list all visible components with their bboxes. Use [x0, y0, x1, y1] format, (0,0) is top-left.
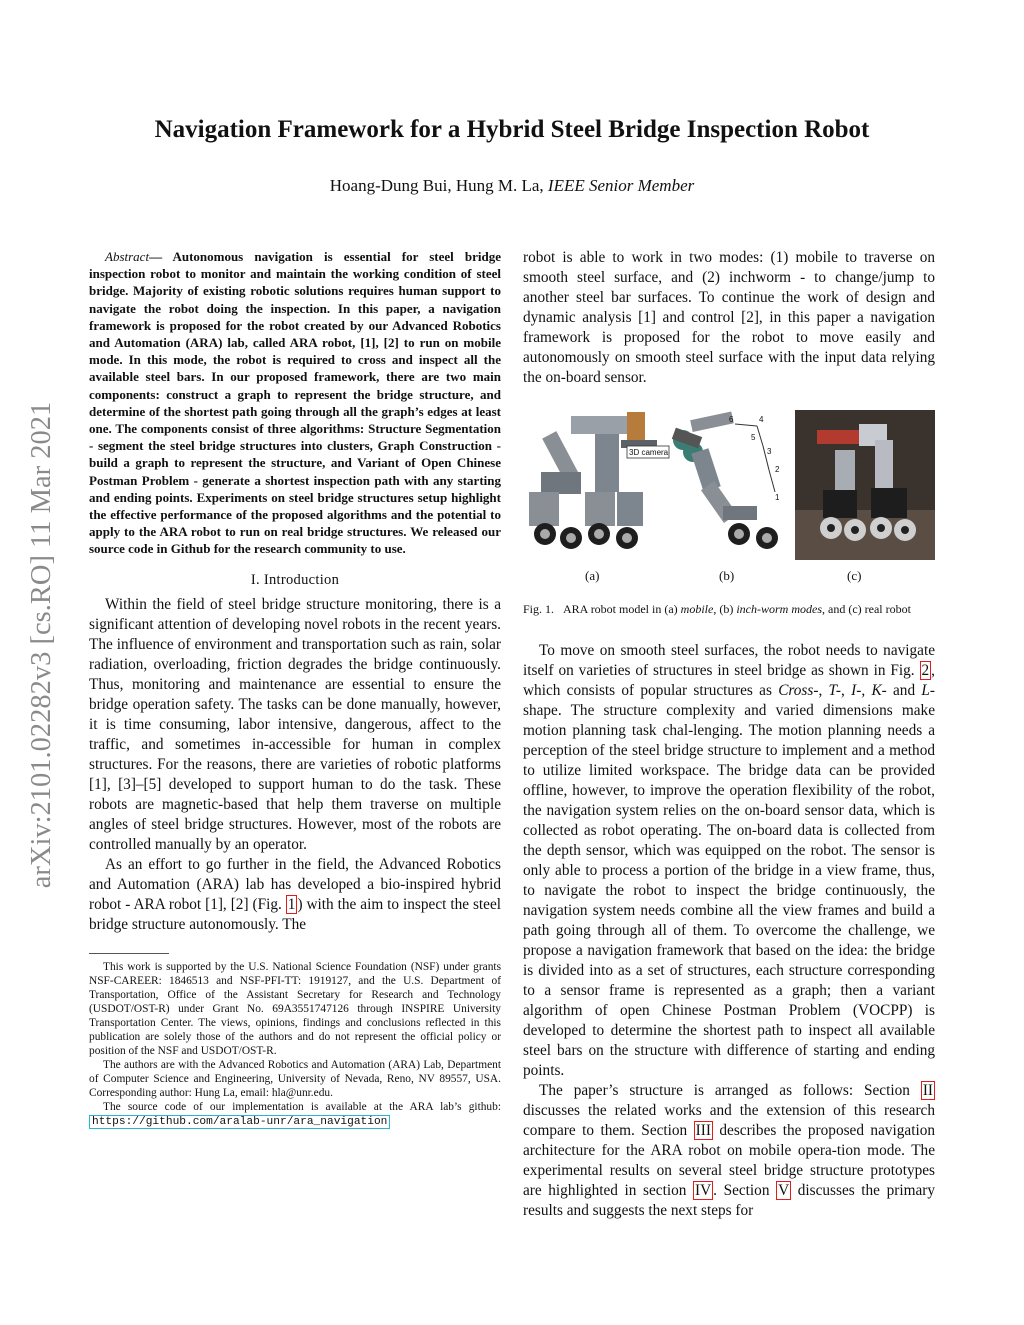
abstract-text: — Autonomous navigation is essential for steel bridge inspection robot to monitor and maintain the working condition of steel bridge. Majority of existing robotic solutions requires human support to navigate the robot doing the inspection. In this paper, a navigation framework is proposed for the robot created by our Advanced Robotics and Automation (ARA) lab, called ARA robot, [1], [2] to run on mobile mode. In this mode, the robot is required to cross and inspect all the available steel bars. In our proposed framework, there are two main components: construct a graph to represent the bridge structure, and determine of the shortest path going through all the graph’s edges at least one. The components consist of three algorithms: Structure Segmentation - segment the steel bridge structures into clusters, Graph Construction - build a graph to represent the structure, and Variant of Open Chinese Postman Problem - generate a shortest inspection path with any starting and ending points. Experiments on steel bridge structures setup highlight the effective performance of the proposed algorithms and the potential to apply to the ARA robot to run on real bridge structures. We released our source code in Github for the research community to use.: [89, 249, 501, 557]
footnote-affiliation: The authors are with the Advanced Robotics and Automation (ARA) Lab, Department of Computer Science and Engineering, University of Nevada, Reno, NV 89557, USA. Corresponding author: Hung La, email: hla@unr.edu.: [89, 1058, 501, 1099]
author-names: Hoang-Dung Bui, Hung M. La,: [329, 176, 544, 195]
caption-mode-mobile: mobile: [680, 602, 714, 616]
arxiv-id: arXiv:2101.02282v3 [cs.RO] 11 Mar 2021: [26, 401, 57, 889]
joint-1-label: 1: [775, 493, 780, 502]
right-paragraph-3: [523, 1081, 935, 1221]
figure-1-caption: [523, 602, 935, 617]
intro-paragraph-1: Within the field of steel bridge structure monitoring, there is a significant attention of developing novel robots in the recent years. The influence of environment and transportation such as rain, solar radiation, overloading, friction degrades the bridge continuously. Thus, monitoring and maintenance are essential to ensure the bridge operation safety. The tasks can be done manually, however, it is time consuming, labor intensive, dangerous, affect to the traffic, and sometimes in-accessible for human in complex structures. For the reasons, there are varieties of robotic platforms [1], [3]–[5] developed to support human to do the task. These robots are magnetic-based that help them traverse on multiple angles of steel bridge structures. However, most of the robots are controlled manually by an operator.: [89, 595, 501, 853]
fig-2-link[interactable]: 2: [921, 662, 930, 679]
joint-2-label: 2: [775, 465, 780, 474]
fig-1-link[interactable]: 1: [287, 895, 296, 913]
joint-4-label: 4: [759, 415, 764, 424]
figure-1a-mobile-robot: [523, 410, 669, 560]
abstract-label: Abstract: [105, 249, 150, 264]
footnote-source-prefix: The source code of our implementation is available at the ARA lab’s github:: [103, 1100, 501, 1113]
right-paragraph-1: robot is able to work in two modes: (1) mobile to traverse on smooth steel surface, and (2) inchworm - to change/jump to another steel bar surfaces. To continue the work of design and dynamic analysis [1] and control [2], in this paper a navigation framework is proposed for the robot to move easily and autonomously on smooth steel surface with the input data relying the on-board sensor.: [523, 249, 935, 386]
author-role: IEEE Senior Member: [547, 176, 695, 195]
right-column: [523, 248, 935, 1221]
left-column: [89, 248, 501, 1129]
footnote-source-code: [89, 1100, 501, 1129]
rp2-text-2: , which consists of popular structures as: [523, 662, 935, 699]
rp3-text-4: . Section: [713, 1182, 770, 1199]
arxiv-stamp: [22, 345, 62, 945]
right-paragraph-2: To move on smooth steel surfaces, the robot needs to navigate itself on varieties of structures in steel bridge as shown in Fig. 2 , which consists of popular structures as Cross-, T-, I-, K- and L- shape. The structure complexity and varied dimensions make motion planning task chal-lenging. The motion planning needs a perception of the steel bridge structure to implement and a method to utilize limited workspace. The bridge data can be provided offline, however, to improve the operation flexibility of the robot, the navigation system relies on the on-board sensor data, which is collected as robot operating. The on-board data is collected from the depth sensor, which was equipped on the robot. The sensor is only able to process a portion of the bridge in a view frame, thus, to navigate the robot to inspect the bridge continuously, the navigation system needs combine all the view frames and build a path going through all of them. To overcome the challenge, we propose a navigation framework that based on the idea: the bridge is divided into as a set of structures, each structure corresponding to a sensor frame is represented as a graph; then a variant algorithm of open Chinese Postman Problem (VOCPP) is developed to determine the shortest path to inspect all available steel bars on the structure with difference of starting and ending points.: [523, 642, 935, 1079]
paper-title: Navigation Framework for a Hybrid Steel Bridge Inspection Robot: [154, 116, 870, 143]
shape-cross: Cross-: [778, 682, 819, 699]
intro-p2-text-a: As an effort to go further in the field, the Advanced Robotics and Automation (ARA) lab has developed a bio-inspired hybrid robot - ARA robot [1], [2] (Fig.: [89, 855, 501, 913]
caption-part-2: , (b): [713, 602, 734, 616]
joint-5-label: 5: [751, 433, 756, 442]
author-line: [0, 176, 1024, 196]
intro-p2-text-b: ) with the aim to inspect the steel bridge structure autonomously. The: [89, 895, 501, 933]
joint-6-label: 6: [729, 415, 734, 424]
caption-prefix: Fig. 1.: [523, 602, 555, 616]
intro-paragraph-2: [89, 855, 501, 935]
rp3-text-1: The paper’s structure is arranged as follows: Section: [539, 1082, 910, 1099]
caption-part-3: , and (c) real robot: [822, 602, 911, 616]
shape-k: K-: [871, 682, 887, 699]
footnote-divider: [89, 953, 169, 954]
shape-t: T-: [828, 682, 842, 699]
rp3-text-2: discusses the related works and the extension of this research compare to them. Section: [523, 1102, 935, 1139]
joint-3-label: 3: [767, 447, 772, 456]
rp2-and: and: [893, 682, 916, 699]
sublabel-b: (b): [719, 568, 735, 583]
rp2-text-4: shape. The structure complexity and varied dimensions make motion planning task chal-lenging. The motion planning needs a perception of the steel bridge structure to implement and a method to utilize limited workspace. The bridge data can be provided offline, however, to improve the operation flexibility of the robot, the navigation system relies on the on-board sensor data, which is collected as robot operating. The on-board data is collected from the depth sensor, which was equipped on the robot. The sensor is only able to process a portion of the bridge in a view frame, thus, to navigate the robot to inspect the bridge continuously, the navigation system needs combine all the view frames and build a path going through all of them. To overcome the challenge, we propose a navigation framework that based on the idea: the bridge is divided into as a set of structures, each structure corresponding to a sensor frame is represented as a graph; then a variant algorithm of open Chinese Postman Problem (VOCPP) is developed to determine the shortest path to inspect all available steel bars on the structure with difference of starting and ending points.: [523, 702, 935, 1079]
section-heading-introduction: I. Introduction: [250, 571, 340, 588]
sublabel-a: (a): [585, 568, 600, 583]
shape-i: I-: [851, 682, 862, 699]
section-ii-link[interactable]: II: [922, 1082, 934, 1099]
footnote-funding: This work is supported by the U.S. National Science Foundation (NSF) under grants NSF-CAREER: 1846513 and NSF-PFI-TT: 1919127, and the U.S. Department of Transportation, Office of the Assistant Secretary for Research and Technology (USDOT/OST-R) under Grant No. 69A3551747126 through INSPIRE University Transportation Center. The views, opinions, findings and conclusions reflected in this publication are solely those of the authors and do not represent the official policy or position of the NSF and USDOT/OST-R.: [89, 960, 501, 1057]
section-iii-link[interactable]: III: [695, 1122, 711, 1139]
section-v-link[interactable]: V: [778, 1182, 790, 1199]
caption-mode-inchworm: inch-worm modes: [736, 602, 823, 616]
caption-part-1: ARA robot model in (a): [563, 602, 678, 616]
sublabel-c: (c): [847, 568, 862, 583]
section-iv-link[interactable]: IV: [695, 1182, 712, 1199]
figure-1c-real-robot-photo: [795, 410, 935, 560]
figure-sublabels: [523, 568, 935, 588]
figure-1: [523, 410, 935, 560]
rp3-text-5: discusses the primary results and suggests the next steps for: [523, 1182, 935, 1219]
shape-l: L-: [921, 682, 935, 699]
github-link[interactable]: https://github.com/aralab-unr/ara_navigation: [89, 1115, 390, 1129]
abstract: [89, 248, 501, 558]
figure-1b-inchworm-robot: [671, 410, 791, 560]
rp2-text-1: To move on smooth steel surfaces, the robot needs to navigate itself on varieties of structures in steel bridge as shown in Fig.: [523, 642, 935, 679]
3d-camera-label: 3D camera: [629, 448, 669, 457]
rp3-text-3: describes the proposed navigation architecture for the ARA robot on mobile opera-tion mode. The experimental results on several steel bridge structure prototypes are highlighted in section: [523, 1122, 936, 1199]
